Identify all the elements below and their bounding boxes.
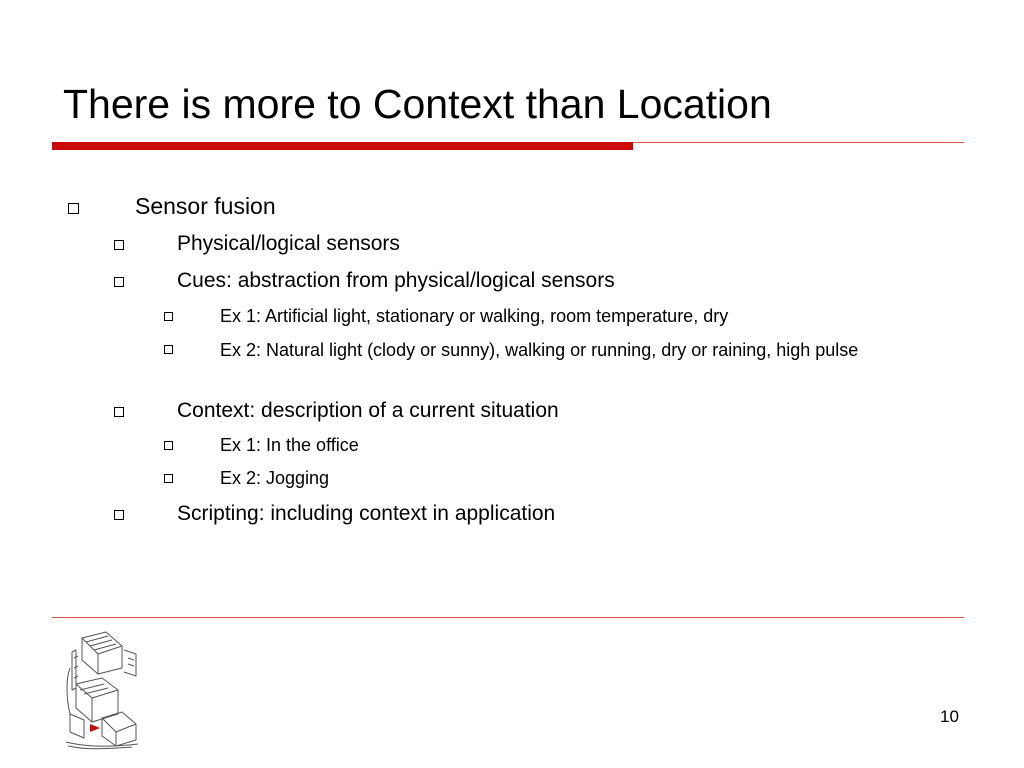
- bullet-text: Ex 1: In the office: [220, 435, 359, 455]
- bullet-text: Ex 1: Artificial light, stationary or walking, room temperature, dry: [220, 306, 729, 326]
- bullet-text: Cues: abstraction from physical/logical sensors: [177, 269, 615, 292]
- title-underline-thin: [633, 142, 964, 143]
- building-sketch-logo: [62, 628, 146, 750]
- bullet-text: Context: description of a current situation: [177, 399, 559, 422]
- square-bullet-icon: [164, 441, 173, 450]
- bullet-text: Scripting: including context in application: [177, 502, 556, 525]
- footer-divider: [52, 617, 964, 618]
- bullet-text: Physical/logical sensors: [177, 232, 400, 255]
- square-bullet-icon: [114, 510, 124, 520]
- square-bullet-icon: [114, 240, 124, 250]
- square-bullet-icon: [164, 345, 173, 354]
- bullet-text: Ex 2: Jogging: [220, 468, 330, 488]
- page-number: 10: [940, 707, 959, 726]
- square-bullet-icon: [114, 407, 124, 417]
- square-bullet-icon: [164, 474, 173, 483]
- bullet-text: Sensor fusion: [135, 193, 276, 219]
- slide-title: There is more to Context than Location: [63, 81, 772, 127]
- square-bullet-icon: [68, 203, 79, 214]
- square-bullet-icon: [114, 277, 124, 287]
- bullet-text: Ex 2: Natural light (clody or sunny), walking or running, dry or raining, high pulse: [220, 340, 859, 360]
- square-bullet-icon: [164, 312, 173, 321]
- title-underline-thick: [52, 142, 633, 150]
